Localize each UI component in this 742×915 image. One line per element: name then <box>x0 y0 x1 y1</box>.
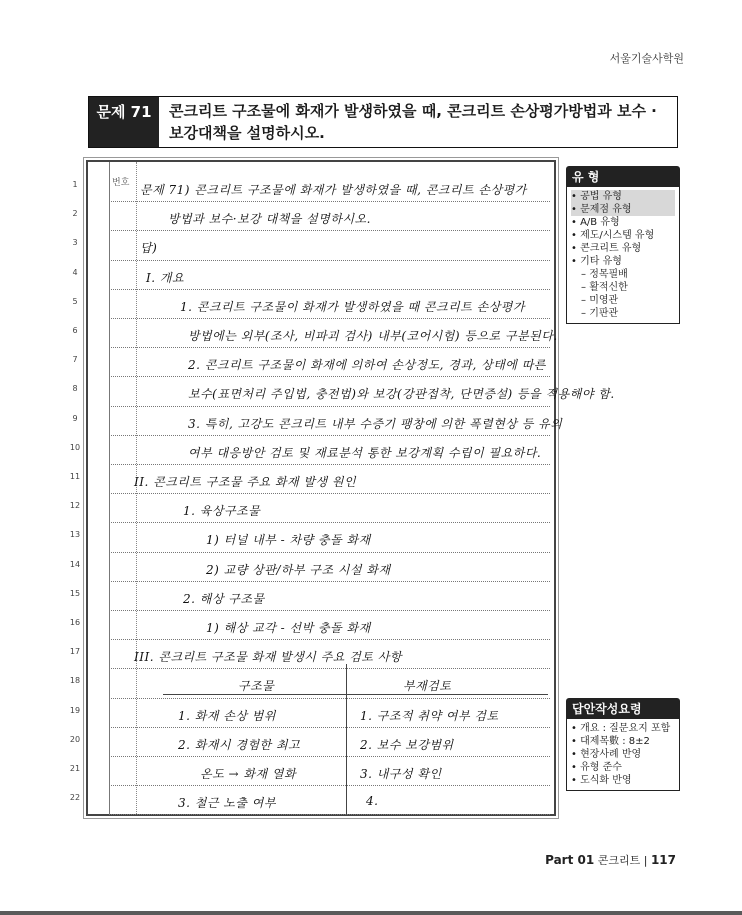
handwritten-line: III. 콘크리트 구조물 화재 발생시 주요 검토 사항 <box>134 650 402 665</box>
guide-item: • 유형 준수 <box>571 762 622 773</box>
handwritten-line: 답) <box>140 241 158 256</box>
handwritten-line: 방법에는 외부(조사, 비파괴 검사) 내부(코어시험) 등으로 구분된다. <box>188 329 558 343</box>
line-number: 21 <box>69 764 81 773</box>
line-number: 22 <box>69 793 81 803</box>
line-number: 2 <box>72 209 78 219</box>
guide-item: • 개요 : 질문요지 포함 <box>571 723 671 734</box>
handwritten-line: 2. 해상 구조물 <box>183 591 265 606</box>
ruled-line <box>109 581 550 582</box>
line-number: 15 <box>69 588 81 598</box>
ruled-line <box>109 785 550 786</box>
ruled-line <box>109 493 550 494</box>
type-item: • 공법 유형 <box>571 190 675 203</box>
line-number: 10 <box>69 442 81 452</box>
handwritten-line: 온도 → 화재 열화 <box>200 767 297 781</box>
handwritten-line: 2) 교량 상판/하부 구조 시설 화재 <box>206 562 391 577</box>
handwritten-line: 1. 화재 손상 범위 <box>178 708 276 723</box>
ruled-line <box>109 376 550 377</box>
type-sub-item: – 정목필배 <box>581 269 628 280</box>
handwritten-line: II. 콘크리트 구조물 주요 화재 발생 원인 <box>134 475 357 489</box>
bottom-bar <box>0 911 742 915</box>
ruled-line <box>109 698 550 699</box>
number-column-label: 번호 <box>112 178 130 188</box>
handwritten-line: 구조물 <box>238 679 275 694</box>
handwritten-line: 1. 콘크리트 구조물이 화재가 발생하였을 때 콘크리트 손상평가 <box>180 299 525 314</box>
line-number: 1 <box>72 180 78 189</box>
ruled-line <box>109 318 550 319</box>
line-number: 4 <box>72 267 78 277</box>
ruled-line <box>109 522 550 523</box>
guide-list <box>566 719 680 791</box>
type-item: • 콘크리트 유형 <box>571 243 642 254</box>
handwritten-line: 여부 대응방안 검토 및 재료분석 통한 보강계획 수립이 필요하다. <box>188 445 542 460</box>
handwritten-line: 2. 화재시 경험한 최고 <box>178 737 301 752</box>
line-number: 16 <box>69 618 81 627</box>
table-header-line <box>163 694 548 695</box>
question-box <box>88 96 678 148</box>
type-sidebar <box>566 166 680 324</box>
handwritten-line: 2. 콘크리트 구조물이 화재에 의하여 손상정도, 경과, 상태에 따른 <box>188 358 546 373</box>
line-number: 14 <box>69 559 81 569</box>
handwritten-line: 2. 보수 보강범위 <box>360 737 454 752</box>
line-number: 20 <box>69 734 81 744</box>
handwritten-line: 1. 육상구조물 <box>183 504 261 519</box>
type-list <box>566 187 680 324</box>
question-line-1: 콘크리트 구조물에 화재가 발생하였을 때, 콘크리트 손상평가방법과 보수 · <box>169 102 657 120</box>
ruled-line <box>109 814 550 815</box>
guide-sidebar-title: 답안작성요령 <box>566 698 680 719</box>
guide-item: • 도식화 반영 <box>571 775 632 786</box>
line-number: 7 <box>72 355 78 365</box>
handwritten-line: 3. 철근 노출 여부 <box>178 796 276 811</box>
handwritten-line: 방법과 보수·보강 대책을 설명하시오. <box>168 212 371 227</box>
footer-part: Part 01 <box>545 853 595 867</box>
line-number: 5 <box>72 296 78 306</box>
ruled-line <box>109 347 550 348</box>
type-item: • 기타 유형 <box>571 256 622 267</box>
handwritten-line: 1) 해상 교각 - 선박 충돌 화재 <box>206 621 371 635</box>
type-sidebar-title: 유 형 <box>566 166 680 187</box>
guide-item: • 현장사례 반영 <box>571 749 642 760</box>
ruled-line <box>109 756 550 757</box>
ruled-line <box>109 435 550 436</box>
handwritten-line: 3. 특히, 고강도 콘크리트 내부 수증기 팽창에 의한 폭렬현상 등 유의 <box>188 416 563 431</box>
page-footer <box>545 852 676 868</box>
guide-sidebar <box>566 698 680 791</box>
line-number: 3 <box>72 238 78 248</box>
type-item: • 문제점 유형 <box>571 203 675 216</box>
page-number: 117 <box>650 853 676 867</box>
line-number: 9 <box>72 413 78 423</box>
ruled-line <box>109 610 550 611</box>
line-number: 8 <box>72 384 78 394</box>
line-number: 18 <box>69 676 81 686</box>
handwritten-line: 부재검토 <box>403 679 452 694</box>
line-number: 19 <box>69 705 81 715</box>
handwritten-line: 1) 터널 내부 - 차량 충돌 화재 <box>206 533 371 548</box>
question-number: 문제 71 <box>89 97 159 147</box>
ruled-line <box>109 727 550 728</box>
guide-item: • 대제목數 : 8±2 <box>571 736 650 747</box>
table-divider <box>346 664 347 814</box>
line-number: 12 <box>69 501 81 511</box>
footer-chapter: 콘크리트 <box>597 854 641 867</box>
ruled-line <box>109 668 550 669</box>
type-item: • A/B 유형 <box>571 217 620 228</box>
ruled-line <box>109 201 550 202</box>
question-text <box>159 97 677 147</box>
question-line-2: 보강대책을 설명하시오. <box>169 124 325 142</box>
type-item: • 제도/시스템 유형 <box>571 230 655 241</box>
line-number: 11 <box>69 472 81 481</box>
ruled-line <box>109 464 550 465</box>
line-number: 13 <box>69 530 81 540</box>
handwritten-line: 3. 내구성 확인 <box>360 767 442 781</box>
ruled-line <box>109 230 550 231</box>
ruled-line <box>109 639 550 640</box>
ruled-line <box>109 552 550 553</box>
type-sub-item: – 미영관 <box>581 295 619 306</box>
handwritten-line: I. 개요 <box>146 270 185 285</box>
line-number: 17 <box>69 647 81 657</box>
line-number: 6 <box>72 326 78 335</box>
ruled-line <box>109 260 550 261</box>
handwritten-line: 보수(표면처리 주입법, 충전법)와 보강(강판접착, 단면증설) 등을 적용해야 함. <box>188 387 615 402</box>
handwritten-line: 4. <box>366 794 379 809</box>
ruled-line <box>109 406 550 407</box>
type-sub-item: – 활적신한 <box>581 282 628 293</box>
handwritten-line: 1. 구조적 취약 여부 검토 <box>360 708 499 723</box>
ruled-line <box>109 289 550 290</box>
institute-name: 서울기술사학원 <box>609 52 684 65</box>
footer-separator: | <box>643 854 648 867</box>
type-sub-item: – 기판관 <box>581 308 619 319</box>
handwritten-line: 문제 71) 콘크리트 구조물에 화재가 발생하였을 때, 콘크리트 손상평가 <box>140 183 527 197</box>
